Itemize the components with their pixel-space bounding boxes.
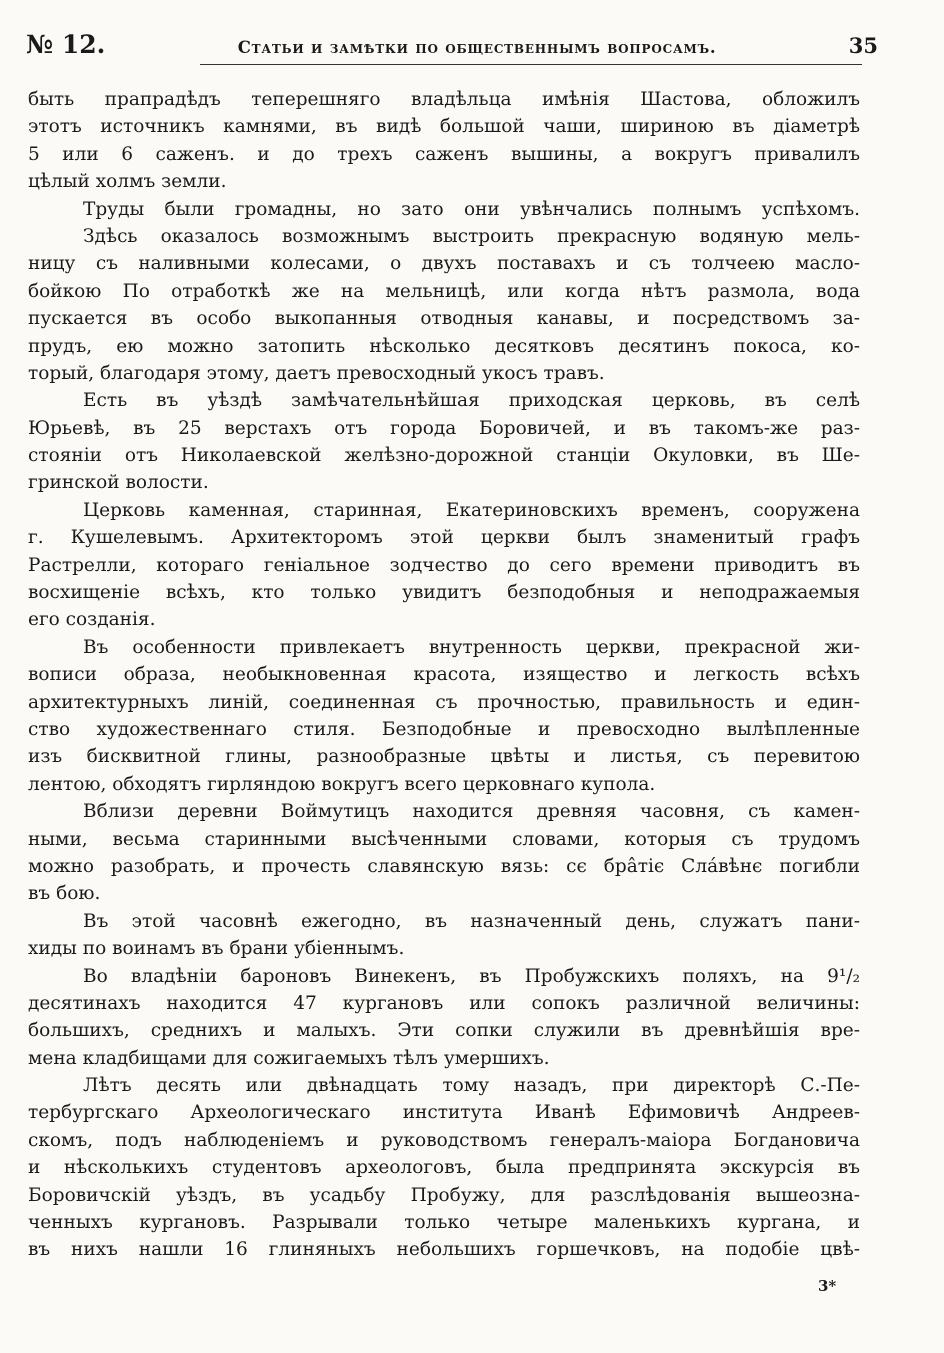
header-rule xyxy=(200,64,862,65)
text-line: архитектурныхъ линій, соединенная съ прочностью, правильность и един- xyxy=(28,691,860,713)
text-line: Боровичскій уѣздъ, въ усадьбу Пробужу, для разслѣдованія вышеозна- xyxy=(28,1184,860,1206)
text-line: ными, весьма старинными высѣченными словами, которыя съ трудомъ xyxy=(28,828,860,850)
page-number: 35 xyxy=(848,33,878,58)
text-line: вописи образа, необыкновенная красота, изящество и легкость всѣхъ xyxy=(28,664,860,686)
running-title: Статьи и замѣтки по общественнымъ вопросамъ. xyxy=(237,38,717,57)
text-line: 5 или 6 саженъ. и до трехъ саженъ вышины, а вокругъ привалилъ xyxy=(28,143,860,165)
text-line: Въ этой часовнѣ ежегодно, въ назначенный день, служатъ пани- xyxy=(83,910,860,932)
text-line: бойкою По отработкѣ же на мельницѣ, или когда нѣтъ размола, вода xyxy=(28,280,860,302)
text-line: Растрелли, котораго геніальное зодчество до сего времени приводитъ въ xyxy=(28,554,860,576)
text-line: скомъ, подъ наблюденіемъ и руководствомъ генералъ-маіора Богдановича xyxy=(28,1129,860,1151)
text-line: восхищеніе всѣхъ, кто только увидитъ безподобныя и неподражаемыя xyxy=(28,582,860,604)
text-line: Церковь каменная, старинная, Екатериновскихъ временъ, сооружена xyxy=(83,499,860,521)
text-line: тербургскаго Археологическаго института Иванѣ Ефимовичѣ Андреев- xyxy=(28,1102,860,1124)
text-line: Здѣсь оказалось возможнымъ выстроить прекрасную водяную мель- xyxy=(83,225,860,247)
text-line: торый, благодаря этому, даетъ превосходный укосъ травъ. xyxy=(28,362,605,384)
text-line: гринской волости. xyxy=(28,472,209,494)
text-line: большихъ, среднихъ и малыхъ. Эти сопки служили въ древнѣйшія вре- xyxy=(28,1020,860,1042)
running-header xyxy=(26,30,878,64)
text-line: десятинахъ находится 47 кургановъ или сопокъ различной величины: xyxy=(28,992,860,1014)
text-line: Есть въ уѣздѣ замѣчательнѣйшая приходская церковь, въ селѣ xyxy=(83,390,860,412)
text-line: лентою, обходятъ гирляндою вокругъ всего церковнаго купола. xyxy=(28,773,656,795)
text-line: ницу съ наливными колесами, о двухъ поставахъ и съ толчеею масло- xyxy=(28,253,860,275)
text-line: въ нихъ нашли 16 глиняныхъ небольшихъ горшечковъ, на подобіе цвѣ- xyxy=(28,1239,860,1261)
text-line: Во владѣніи бароновъ Винекенъ, въ Пробужскихъ поляхъ, на 9¹/₂ xyxy=(83,965,860,987)
issue-number: № 12. xyxy=(26,30,106,59)
text-line: хиды по воинамъ въ брани убіеннымъ. xyxy=(28,938,405,960)
text-line: можно разобрать, и прочесть славянскую вязь: сє бра̂тіє Сла́вѣнє погибли xyxy=(28,855,860,877)
body-text xyxy=(28,86,860,1264)
text-line: быть прапрадѣдъ теперешняго владѣльца имѣнія Шастова, обложилъ xyxy=(28,89,860,110)
text-line: пускается въ особо выкопанныя отводныя канавы, и посредствомъ за- xyxy=(28,308,860,330)
text-line: Лѣтъ десять или двѣнадцать тому назадъ, при директорѣ С.-Пе- xyxy=(83,1075,860,1097)
signature-mark: 3* xyxy=(818,1277,837,1295)
text-line: прудъ, ею можно затопить нѣсколько десятковъ десятинъ покоса, ко- xyxy=(28,335,860,357)
text-line: Труды были громадны, но зато они увѣнчались полнымъ успѣхомъ. xyxy=(83,198,860,220)
text-line: стояніи отъ Николаевской желѣзно-дорожной станціи Окуловки, въ Ше- xyxy=(28,445,860,467)
text-line: его созданія. xyxy=(28,609,156,631)
text-line: ченныхъ кургановъ. Разрывали только четыре маленькихъ кургана, и xyxy=(28,1212,860,1234)
text-line: ство художественнаго стиля. Безподобные и превосходно вылѣпленные xyxy=(28,718,860,740)
text-line: этотъ источникъ камнями, въ видѣ большой чаши, шириною въ діаметрѣ xyxy=(28,116,860,138)
text-line: и нѣсколькихъ студентовъ археологовъ, была предпринята экскурсія въ xyxy=(28,1157,860,1179)
text-line: мена кладбищами для сожигаемыхъ тѣлъ умершихъ. xyxy=(28,1047,550,1069)
text-line: Юрьевѣ, въ 25 верстахъ отъ города Боровичей, и въ такомъ-же раз- xyxy=(28,417,860,439)
text-line: изъ бисквитной глины, разнообразные цвѣты и листья, съ перевитою xyxy=(28,746,860,768)
text-line: Въ особенности привлекаетъ внутренность церкви, прекрасной жи- xyxy=(83,636,860,658)
text-line: Вблизи деревни Воймутицъ находится древняя часовня, съ камен- xyxy=(83,801,860,823)
text-line: въ бою. xyxy=(28,883,101,905)
text-line: цѣлый холмъ земли. xyxy=(28,171,227,193)
text-line: г. Кушелевымъ. Архитекторомъ этой церкви былъ знаменитый графъ xyxy=(28,527,860,549)
